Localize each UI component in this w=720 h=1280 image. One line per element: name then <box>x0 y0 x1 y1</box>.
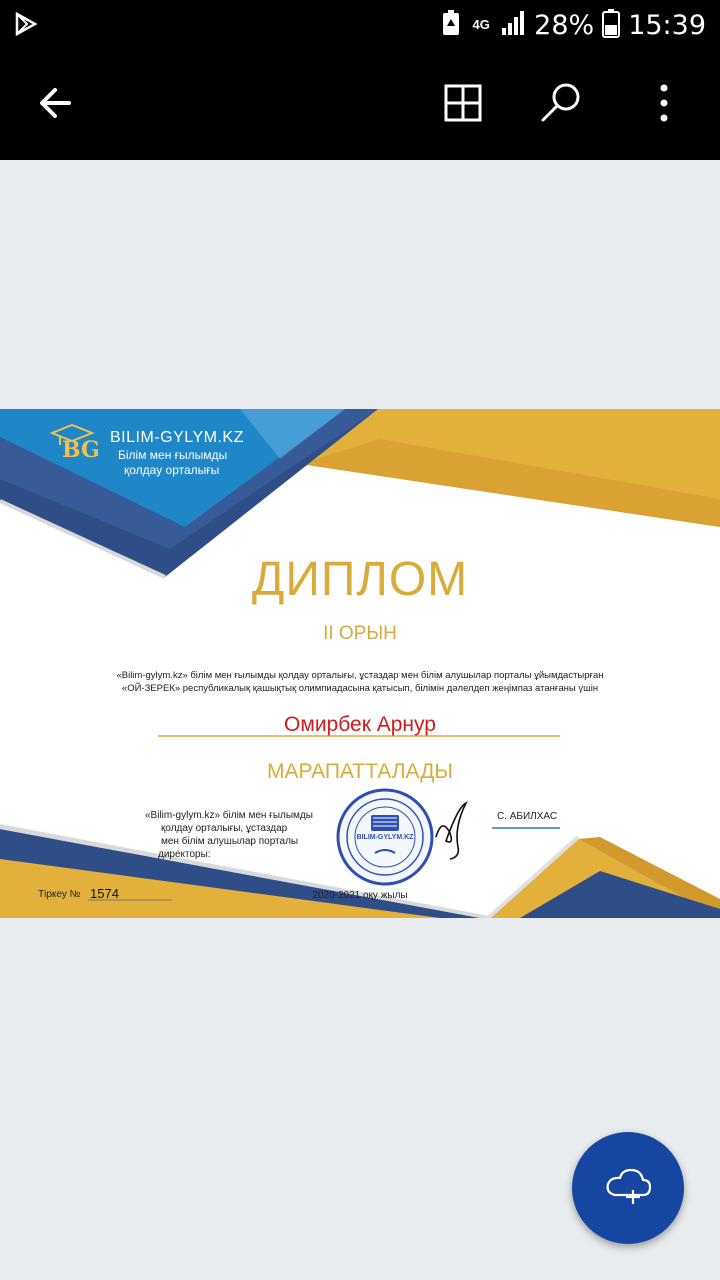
awarded-text: МАРАПАТТАЛАДЫ <box>266 760 454 783</box>
battery-icon <box>602 8 620 43</box>
registration-label: Тіркеу № <box>38 889 81 900</box>
academic-year: 2020-2021 оқу жылы <box>312 890 408 901</box>
search-button[interactable] <box>528 72 594 138</box>
cloud-upload-plus-icon <box>603 1165 653 1212</box>
arrow-left-icon <box>35 83 75 128</box>
brand-name: BILIM-GYLYM.KZ <box>110 429 244 446</box>
certificate-description-2: «ОЙ-ЗЕРЕК» республикалық қашықтық олимпиадасына қатысып, білімін дәлелдеп жеңімпаз атанғаны үшін <box>121 683 599 694</box>
grid-icon <box>444 84 482 127</box>
network-type: 4G <box>472 17 490 32</box>
back-button[interactable] <box>22 72 88 138</box>
registration-number: 1574 <box>90 886 119 901</box>
official-stamp <box>335 787 435 887</box>
director-line-3: мен білім алушылар порталы <box>161 836 299 847</box>
battery-saver-icon <box>440 9 462 42</box>
app-toolbar <box>0 50 720 160</box>
certificate-place: II ОРЫН <box>323 623 397 644</box>
certificate-description-1: «Bilim-gylym.kz» білім мен ғылымды қолдау орталығы, ұстаздар мен білім алушылар порталы ұйымдастырған <box>116 670 604 681</box>
page-grid-button[interactable] <box>430 72 496 138</box>
brand-logo <box>50 423 102 463</box>
upload-cloud-button[interactable] <box>572 1132 684 1244</box>
certificate-title: ДИПЛОМ <box>251 553 469 606</box>
more-options-button[interactable] <box>631 72 697 138</box>
signal-icon <box>500 10 526 41</box>
certificate-page[interactable] <box>0 409 720 918</box>
director-signature <box>432 797 472 866</box>
more-vertical-icon <box>660 84 668 127</box>
status-bar <box>0 0 720 50</box>
director-line-4: директоры: <box>158 849 211 860</box>
search-icon <box>539 81 583 130</box>
recipient-name: Омирбек Арнур <box>284 713 436 736</box>
logo-letters: BG <box>62 437 100 463</box>
clock: 15:39 <box>628 9 706 41</box>
brand-tagline-2: қолдау орталығы <box>124 463 220 477</box>
director-line-1: «Bilim-gylym.kz» білім мен ғылымды <box>145 810 313 821</box>
play-store-icon <box>14 12 38 41</box>
battery-percent: 28% <box>534 9 595 41</box>
stamp-text: BILIM-GYLYM.KZ <box>356 834 414 841</box>
director-name: С. АБИЛХАС <box>496 811 558 822</box>
brand-tagline-1: Білім мен ғылымды <box>118 448 228 462</box>
director-line-2: қолдау орталығы, ұстаздар <box>161 823 288 834</box>
